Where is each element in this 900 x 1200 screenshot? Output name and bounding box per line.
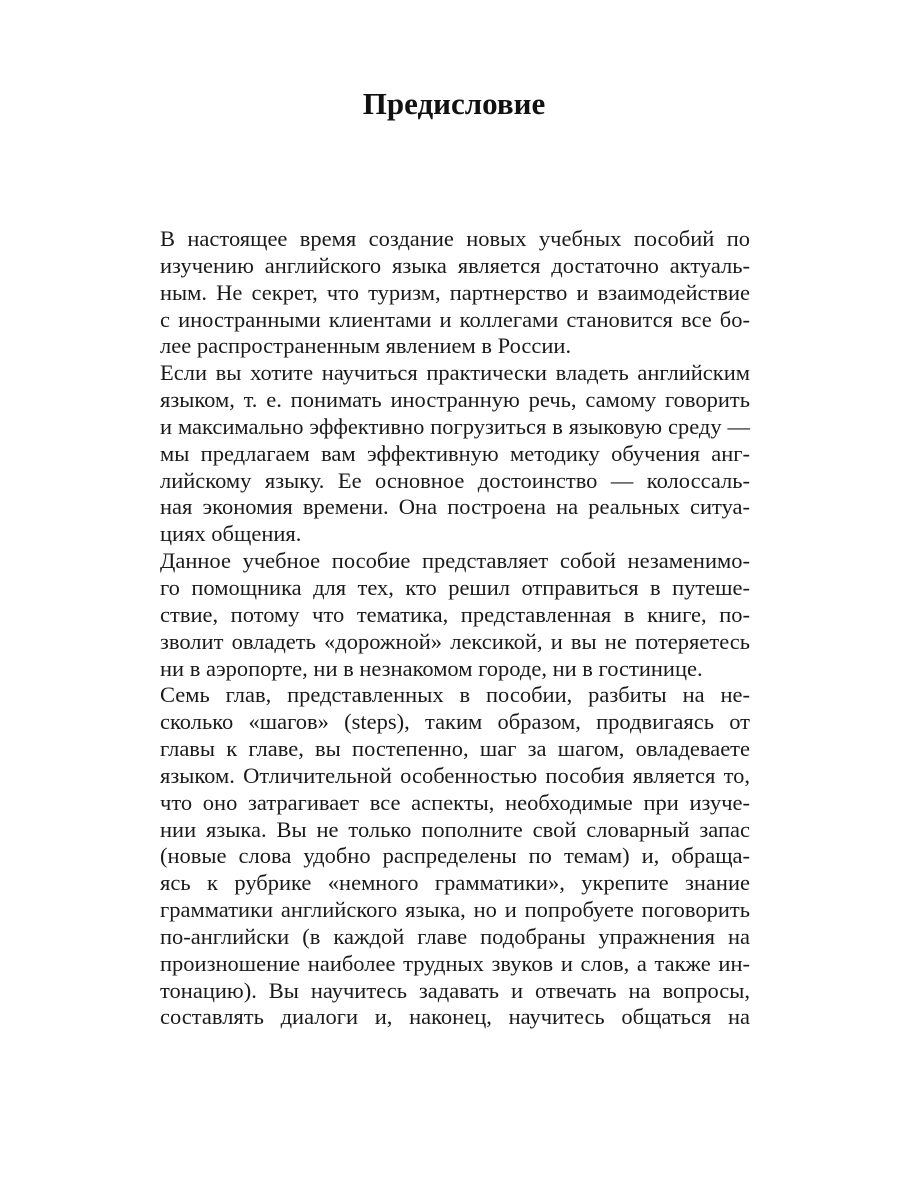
text-line: сколько «шагов» (steps), таким образом, продвигаясь от — [160, 709, 750, 735]
text-line: циях общения. — [160, 521, 302, 547]
text-line: лийскому языку. Ее основное достоинство — колоссаль- — [160, 467, 750, 493]
text-line: ным. Не секрет, что туризм, партнерство и взаимодействие — [160, 279, 750, 305]
text-line: изучению английского языка является достаточно актуаль- — [160, 252, 750, 278]
text-line: составлять диалоги и, наконец, научитесь общаться на — [160, 1004, 750, 1030]
text-line: произношение наиболее трудных звуков и слов, а также ин- — [160, 950, 750, 976]
text-line: ствие, потому что тематика, представленная в книге, по- — [160, 601, 750, 627]
text-line: что оно затрагивает все аспекты, необходимые при изуче- — [160, 789, 750, 815]
page-title: Предисловие — [362, 86, 546, 121]
text-line: ная экономия времени. Она построена на реальных ситуа- — [160, 494, 750, 520]
text-line: мы предлагаем вам эффективную методику обучения анг- — [160, 440, 750, 466]
text-line: языком. Отличительной особенностью пособия является то, — [160, 762, 750, 788]
body-text — [160, 226, 750, 1031]
text-line: лее распространенным явлением в России. — [160, 333, 572, 359]
text-line: тонацию). Вы научитесь задавать и отвечать на вопросы, — [160, 977, 750, 1003]
text-line: языком, т. е. понимать иностранную речь, самому говорить — [160, 387, 750, 413]
text-line: В настоящее время создание новых учебных пособий по — [160, 226, 750, 251]
text-line: и максимально эффективно погрузиться в языковую среду — — [160, 413, 750, 439]
text-line: зволит овладеть «дорожной» лексикой, и вы не потеряетесь — [160, 628, 750, 654]
text-line: ни в аэропорте, ни в незнакомом городе, ни в гостинице. — [160, 655, 703, 681]
text-line: Если вы хотите научиться практически владеть английским — [160, 360, 750, 386]
text-line: ясь к рубрике «немного грамматики», укрепите знание — [160, 870, 750, 896]
text-line: по-английски (в каждой главе подобраны упражнения на — [160, 923, 750, 949]
text-line: (новые слова удобно распределены по темам) и, обраща- — [160, 843, 750, 869]
text-line: с иностранными клиентами и коллегами становится все бо- — [160, 306, 750, 332]
text-line: главы к главе, вы постепенно, шаг за шагом, овладеваете — [160, 736, 750, 762]
text-line: го помощника для тех, кто решил отправиться в путеше- — [160, 574, 750, 600]
text-line: Семь глав, представленных в пособии, разбиты на не- — [160, 682, 750, 708]
text-line: Данное учебное пособие представляет собой незаменимо- — [160, 548, 750, 574]
text-line: нии языка. Вы не только пополните свой словарный запас — [160, 816, 750, 842]
text-line: грамматики английского языка, но и попробуете поговорить — [160, 897, 750, 923]
